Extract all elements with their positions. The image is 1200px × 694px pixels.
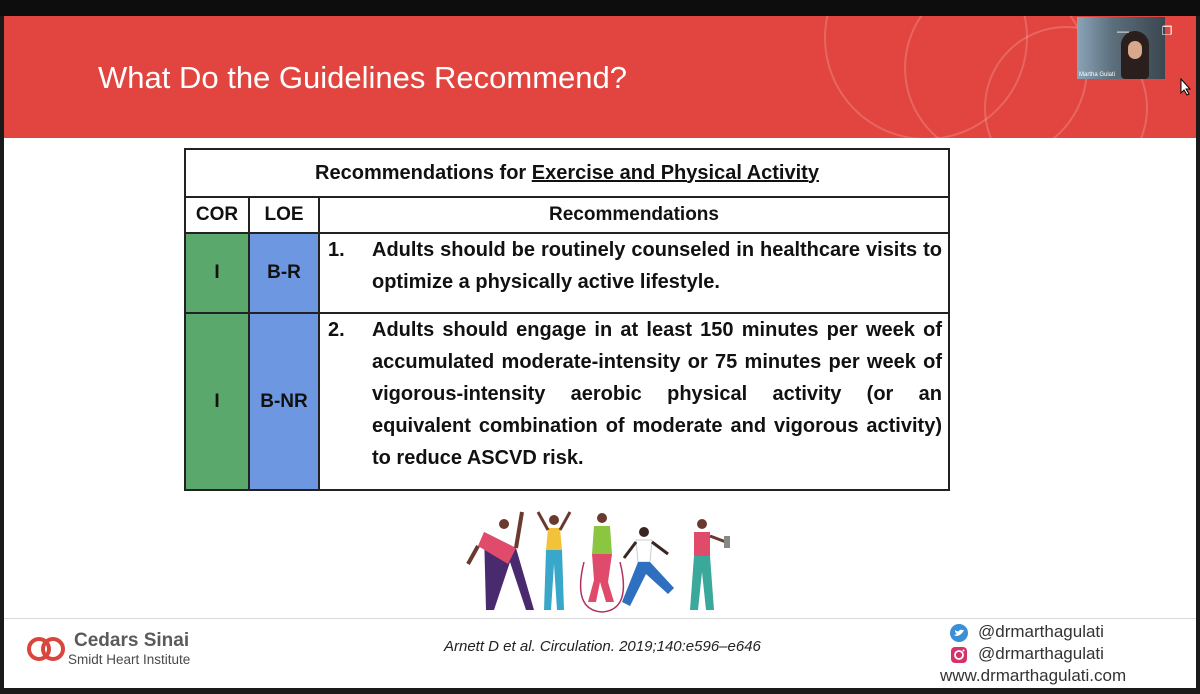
table-title-topic: Exercise and Physical Activity bbox=[531, 161, 819, 184]
recommendation-text: Adults should be routinely counseled in healthcare visits to optimize a physically active lifestyle. bbox=[372, 239, 942, 293]
meeting-top-bar bbox=[0, 0, 1200, 16]
slide-title: What Do the Guidelines Recommend? bbox=[98, 60, 627, 95]
instagram-icon bbox=[950, 646, 968, 664]
slide-header bbox=[4, 16, 1196, 138]
recommendation-number: 2. bbox=[328, 319, 345, 341]
figure-flexing bbox=[538, 512, 570, 610]
instagram-handle-row bbox=[948, 644, 1188, 666]
figure-running bbox=[622, 527, 674, 606]
footer-divider bbox=[4, 618, 1196, 619]
loe-value: B-NR bbox=[250, 314, 318, 489]
logo-name: Cedars Sinai bbox=[74, 630, 190, 651]
column-header-cor: COR bbox=[195, 204, 239, 225]
mouse-cursor-icon bbox=[1180, 78, 1192, 96]
presentation-slide bbox=[4, 16, 1196, 688]
figure-stretching bbox=[468, 512, 534, 610]
column-header-loe: LOE bbox=[264, 204, 304, 225]
social-handles bbox=[948, 622, 1188, 666]
figure-dumbbell bbox=[690, 519, 730, 610]
twitter-handle-row bbox=[948, 622, 1188, 644]
recommendation-row bbox=[320, 234, 948, 312]
website-url: www.drmarthagulati.com bbox=[940, 666, 1127, 685]
twitter-icon bbox=[950, 624, 968, 642]
instagram-handle: @drmarthagulati bbox=[978, 644, 1104, 663]
cedars-sinai-logo-mark bbox=[26, 634, 66, 664]
recommendation-row bbox=[320, 314, 948, 489]
logo-subtitle: Smidt Heart Institute bbox=[68, 652, 191, 667]
cor-value: I bbox=[186, 314, 248, 489]
cor-value: I bbox=[186, 234, 248, 312]
figure-jump-rope bbox=[581, 513, 624, 612]
column-header-recommendations: Recommendations bbox=[549, 204, 719, 225]
twitter-handle: @drmarthagulati bbox=[978, 622, 1104, 641]
table-title bbox=[186, 150, 948, 196]
participant-face bbox=[1128, 41, 1142, 59]
table-divider bbox=[248, 198, 250, 489]
table-divider bbox=[318, 198, 320, 489]
minimize-icon[interactable]: — bbox=[1117, 24, 1129, 38]
recommendations-table bbox=[184, 148, 950, 491]
recommendation-text: Adults should engage in at least 150 minutes per week of accumulated moderate-intensity or 75 minutes per week of vigorous-intensity aerobic physical activity (or an equivalent combination of moderate and vigorous activity) to reduce ASCVD risk. bbox=[372, 319, 942, 469]
recommendation-number: 1. bbox=[328, 239, 345, 261]
exercise-illustration bbox=[464, 502, 736, 614]
window-controls bbox=[1108, 22, 1196, 40]
loe-value: B-R bbox=[250, 234, 318, 312]
citation: Arnett D et al. Circulation. 2019;140:e596–e646 bbox=[444, 638, 761, 655]
restore-icon[interactable]: ❐ bbox=[1161, 24, 1173, 38]
participant-name: Martha Gulati bbox=[1079, 72, 1116, 78]
table-title-prefix: Recommendations for bbox=[315, 161, 532, 184]
